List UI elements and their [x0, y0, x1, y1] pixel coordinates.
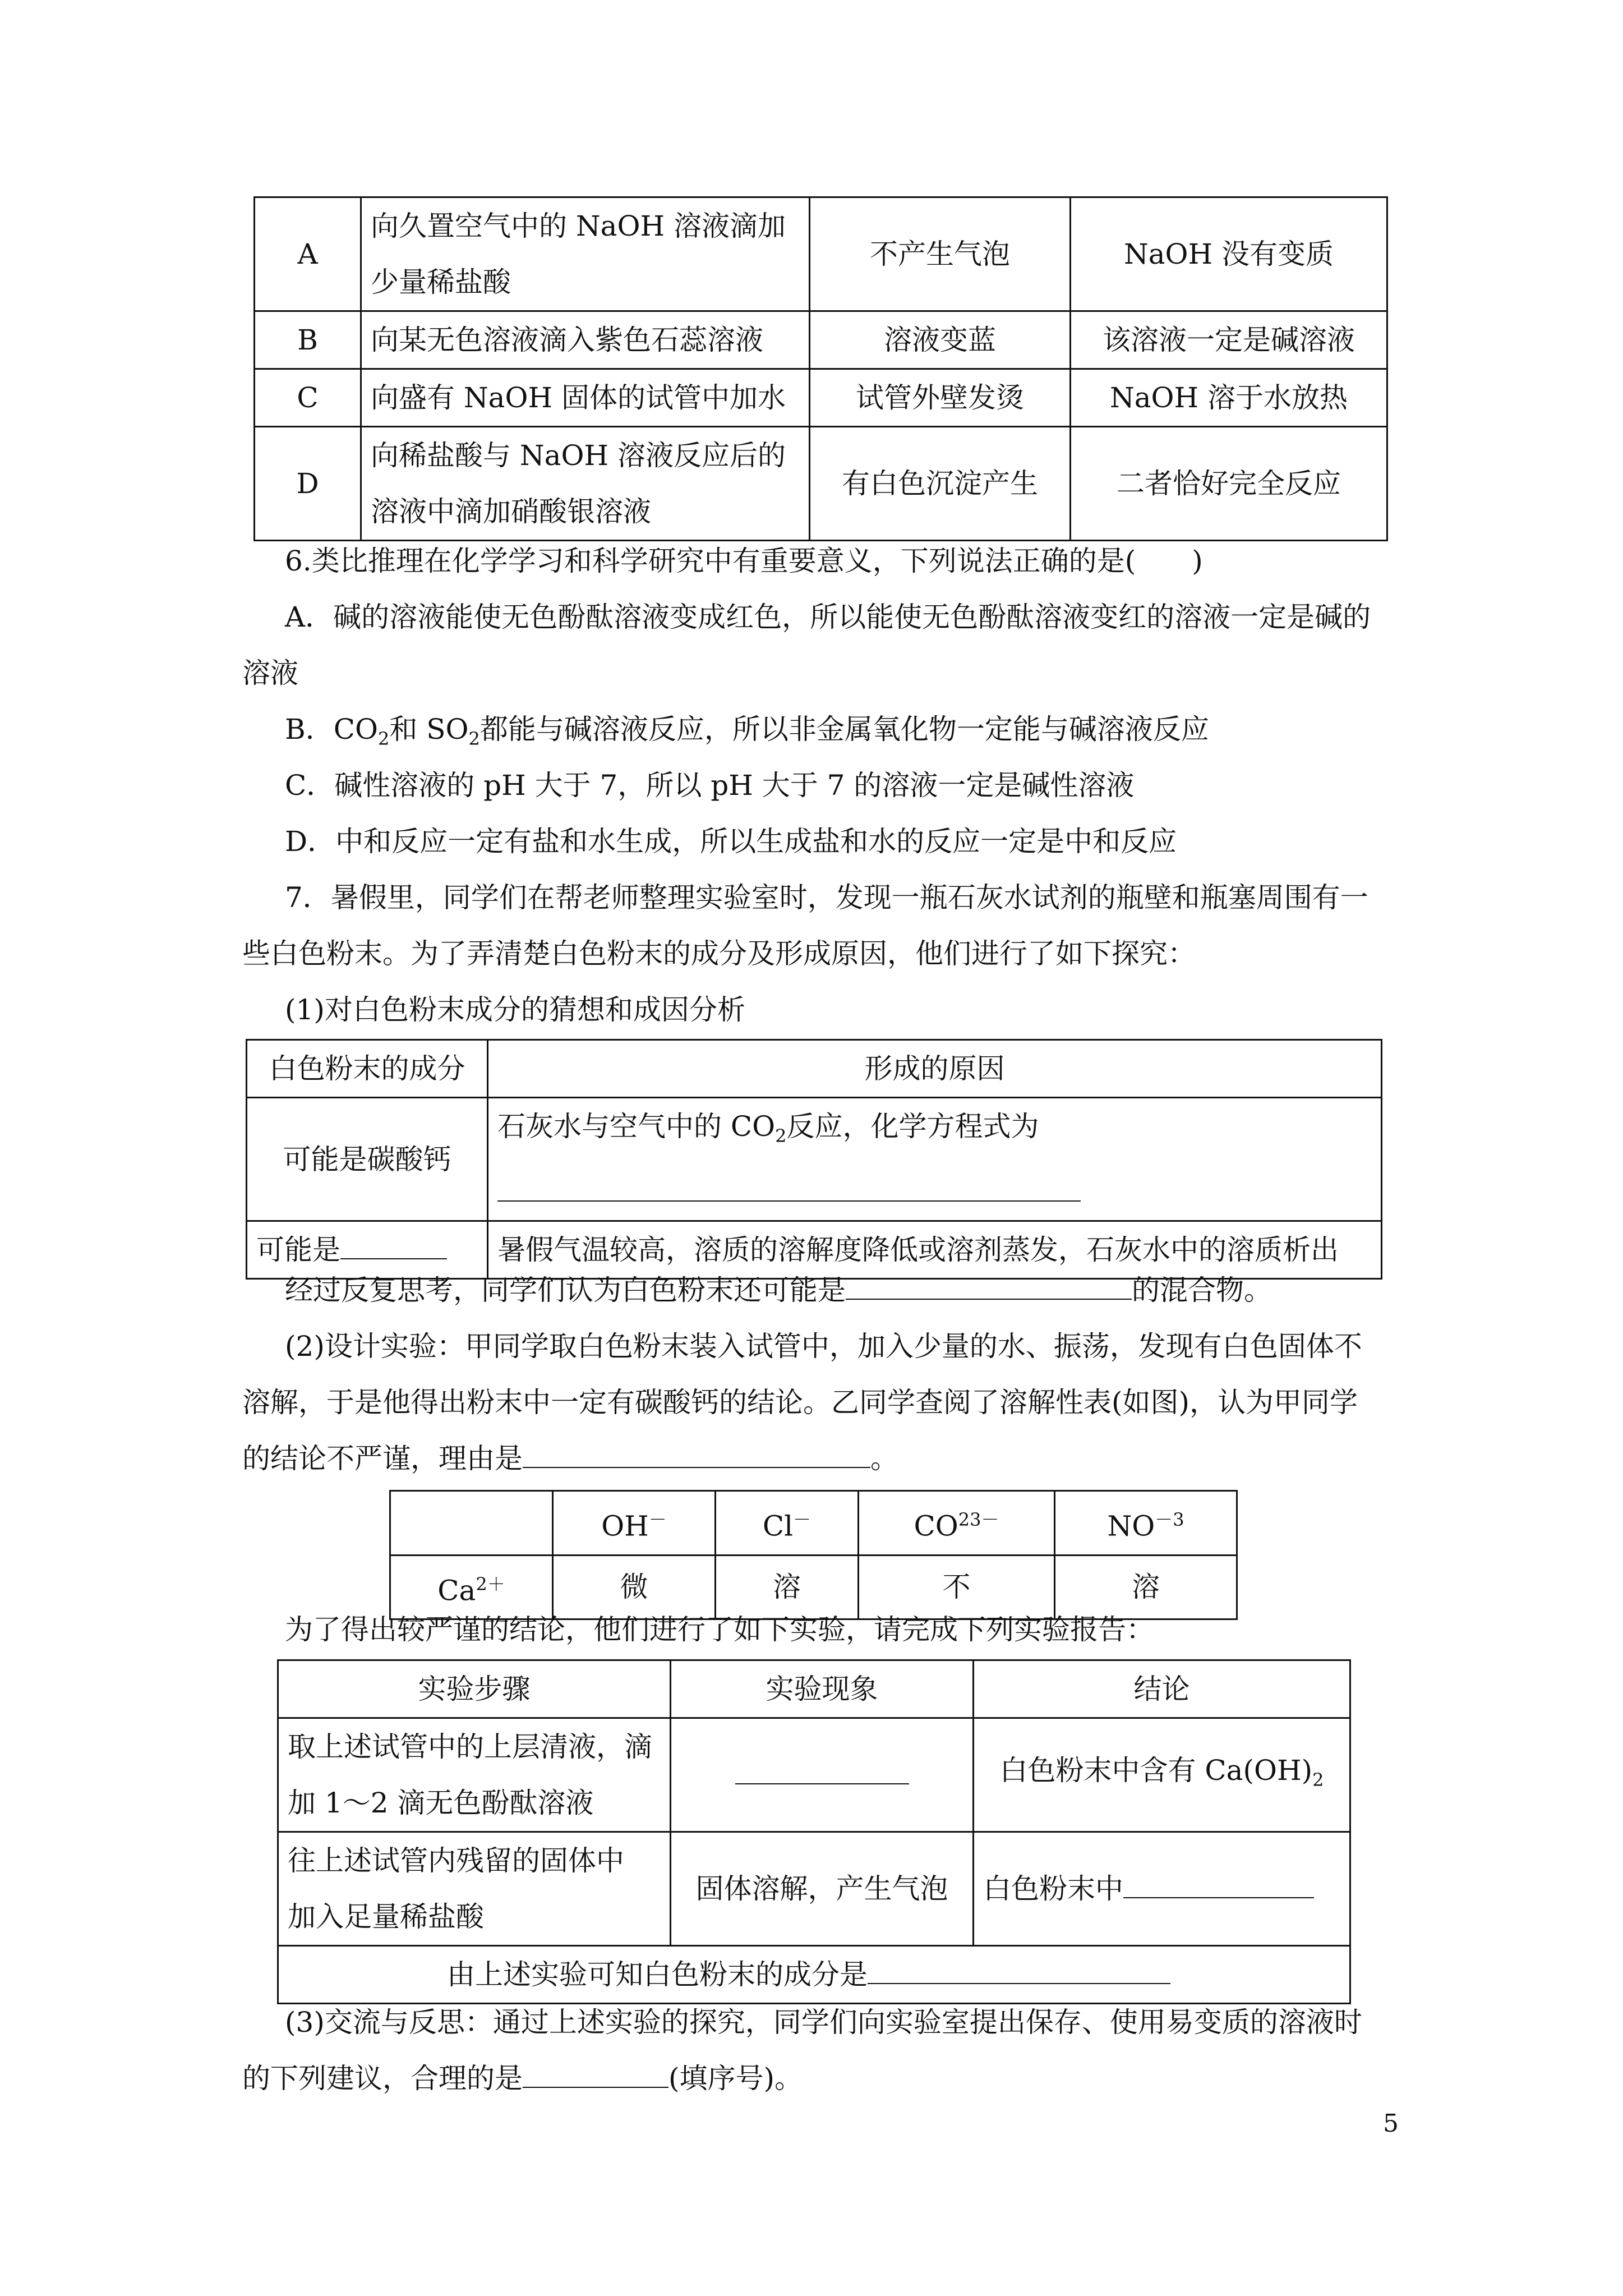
report-row1-conclusion: 白色粉末中含有 $Ca(OH)_2$	[974, 1718, 1350, 1832]
solubility-cell-co3: 不	[859, 1555, 1055, 1619]
q7-subquestion-1: (1)对白色粉末成分的猜想和成因分析	[285, 993, 745, 1026]
guess-row1-cause: 石灰水与空气中的 $CO_2$反应，化学方程式为	[488, 1098, 1382, 1221]
q7-s2-line1: (2)设计实验：甲同学取白色粉末装入试管中，加入少量的水、振荡，发现有白色固体不	[285, 1330, 1362, 1363]
row-a-phenomenon: 不产生气泡	[810, 197, 1071, 311]
row-d-label: D	[255, 427, 361, 541]
guess-table-header-cause: 形成的原因	[488, 1040, 1382, 1098]
report-row2-conclusion[interactable]: 白色粉末中	[974, 1832, 1350, 1946]
q6-option-a: A．碱的溶液能使无色酚酞溶液变成红色，所以能使无色酚酞溶液变红的溶液一定是碱的	[285, 601, 1371, 633]
q7-s3-line1: (3)交流与反思：通过上述实验的探究，同学们向实验室提出保存、使用易变质的溶液时	[285, 2006, 1362, 2039]
report-row2-phenomenon: 固体溶解，产生气泡	[671, 1832, 974, 1946]
report-header-phenomenon: 实验现象	[671, 1660, 974, 1718]
q6-stem: 6.类比推理在化学学习和科学研究中有重要意义，下列说法正确的是( )	[285, 545, 1203, 577]
solubility-cell-cl: 溶	[716, 1555, 859, 1619]
q7-mixture-line[interactable]: 经过反复思考，同学们认为白色粉末还可能是 的混合物。	[285, 1262, 1272, 1318]
solubility-table	[389, 1490, 1238, 1620]
row-a-operation: 向久置空气中的 NaOH 溶液滴加 少量稀盐酸	[361, 197, 810, 311]
solubility-header-co3: $CO^{23-}$	[859, 1491, 1055, 1556]
q7-s2-line2: 溶解，于是他得出粉末中一定有碳酸钙的结论。乙同学查阅了溶解性表(如图)，认为甲同学	[242, 1386, 1358, 1419]
row-a-conclusion: NaOH 没有变质	[1071, 197, 1387, 311]
guess-row1-component: 可能是碳酸钙	[247, 1098, 488, 1221]
row-c-operation: 向盛有 NaOH 固体的试管中加水	[361, 369, 810, 427]
q7-s2-line3[interactable]: 的结论不严谨，理由是 。	[242, 1430, 898, 1487]
page-number: 5	[1383, 2109, 1399, 2138]
solubility-header-cl: Cl－	[716, 1491, 859, 1556]
report-row2-steps: 往上述试管内残留的固体中 加入足量稀盐酸	[278, 1832, 671, 1946]
report-row1-phenomenon-blank[interactable]	[671, 1718, 974, 1832]
solubility-header-oh: OH－	[553, 1491, 716, 1556]
q7-intro-line2: 些白色粉末。为了弄清楚白色粉末的成分及形成原因，他们进行了如下探究：	[242, 937, 1196, 970]
row-c-phenomenon: 试管外壁发烫	[810, 369, 1071, 427]
row-b-phenomenon: 溶液变蓝	[810, 311, 1071, 369]
q6-option-b: B．$CO_2$和 $SO_2$都能与碱溶液反应，所以非金属氧化物一定能与碱溶液反应	[285, 713, 1209, 749]
report-row1-steps: 取上述试管中的上层清液，滴 加 1～2 滴无色酚酞溶液	[278, 1718, 671, 1832]
report-summary-row[interactable]: 由上述实验可知白色粉末的成分是	[278, 1946, 1350, 2004]
row-d-phenomenon: 有白色沉淀产生	[810, 427, 1071, 541]
guess-table	[246, 1039, 1382, 1280]
report-header-steps: 实验步骤	[278, 1660, 671, 1718]
row-c-conclusion: NaOH 溶于水放热	[1071, 369, 1387, 427]
report-intro: 为了得出较严谨的结论，他们进行了如下实验，请完成下列实验报告：	[285, 1613, 1154, 1646]
row-c-label: C	[255, 369, 361, 427]
q7-s3-line2[interactable]: 的下列建议，合理的是 (填序号)。	[242, 2050, 803, 2106]
q7-intro-line1: 7．暑假里，同学们在帮老师整理实验室时，发现一瓶石灰水试剂的瓶壁和瓶塞周围有一	[285, 881, 1368, 914]
experiment-table-1	[253, 196, 1388, 541]
solubility-cell-oh: 微	[553, 1555, 716, 1619]
q6-option-c: C．碱性溶液的 pH 大于 7，所以 pH 大于 7 的溶液一定是碱性溶液	[285, 769, 1135, 802]
q6-option-a-cont: 溶液	[242, 657, 298, 689]
solubility-header-no3: $NO^{-3}$	[1055, 1491, 1237, 1556]
q6-option-d: D．中和反应一定有盐和水生成，所以生成盐和水的反应一定是中和反应	[285, 825, 1177, 858]
row-b-operation: 向某无色溶液滴入紫色石蕊溶液	[361, 311, 810, 369]
guess-row2-cause: 暑假气温较高，溶质的溶解度降低或溶剂蒸发，石灰水中的溶质析出	[488, 1221, 1382, 1279]
row-d-conclusion: 二者恰好完全反应	[1071, 427, 1387, 541]
row-d-operation: 向稀盐酸与 NaOH 溶液反应后的 溶液中滴加硝酸银溶液	[361, 427, 810, 541]
report-header-conclusion: 结论	[974, 1660, 1350, 1718]
guess-table-header-component: 白色粉末的成分	[247, 1040, 488, 1098]
solubility-corner	[390, 1491, 553, 1556]
solubility-row-ca: $Ca^{2+}$	[390, 1555, 553, 1619]
guess-row2-component[interactable]: 可能是	[247, 1221, 488, 1279]
report-table	[277, 1659, 1351, 2004]
row-a-label: A	[255, 197, 361, 311]
row-b-label: B	[255, 311, 361, 369]
solubility-cell-no3: 溶	[1055, 1555, 1237, 1619]
row-b-conclusion: 该溶液一定是碱溶液	[1071, 311, 1387, 369]
